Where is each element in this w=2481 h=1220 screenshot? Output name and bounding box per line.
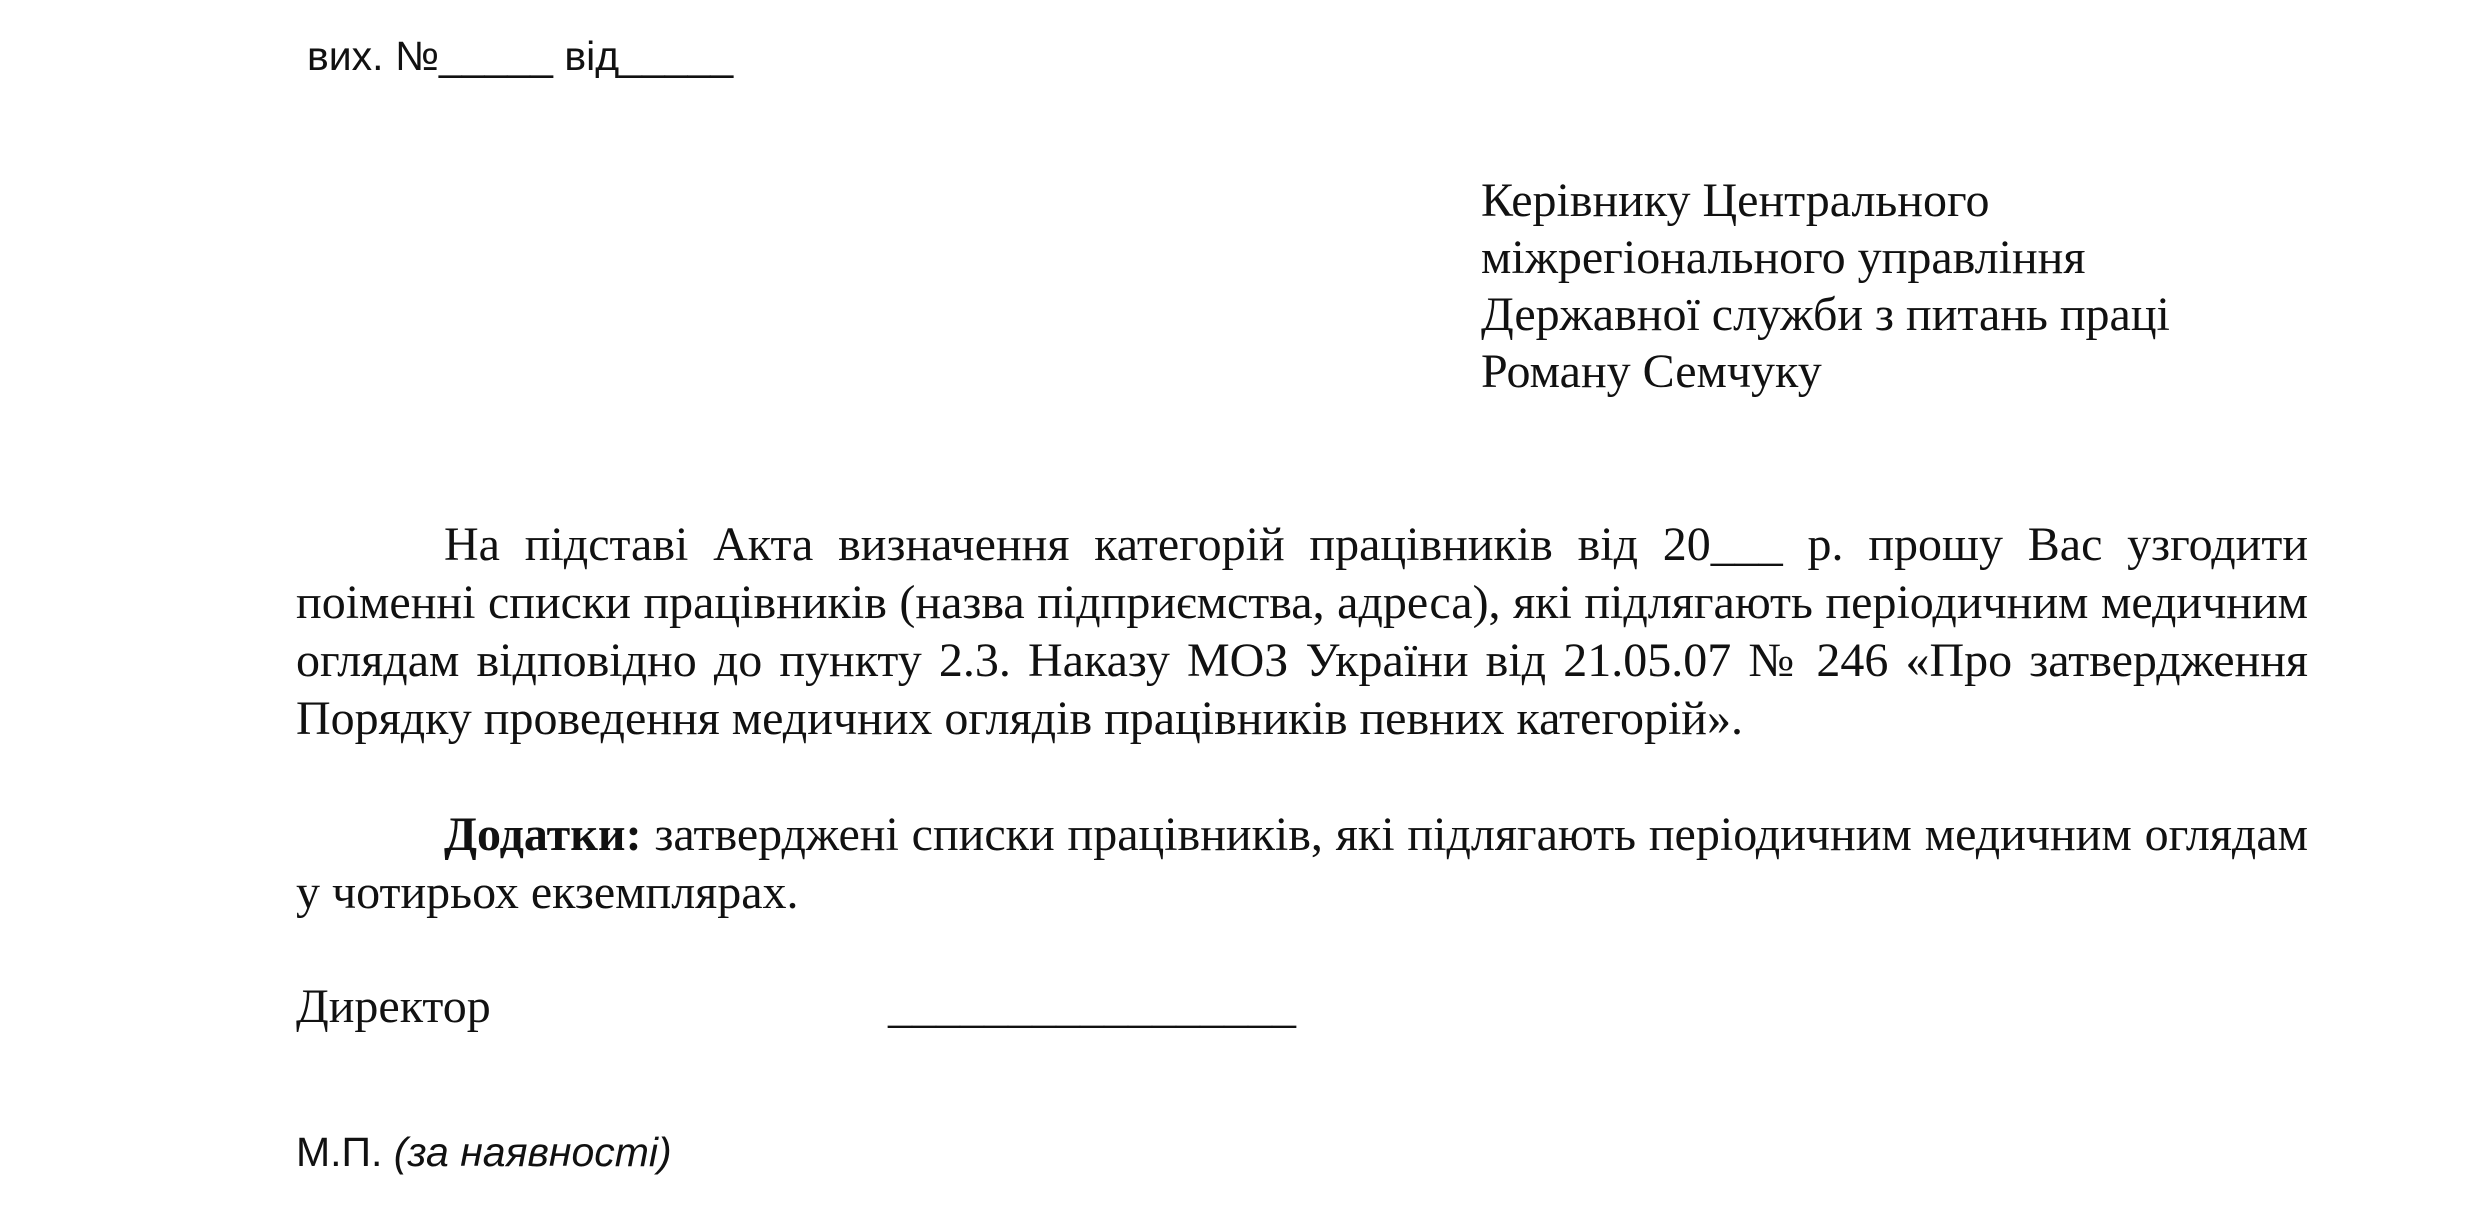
stamp-label: М.П. (296, 1129, 394, 1175)
outgoing-reference: вих. №_____ від_____ (307, 33, 734, 79)
stamp-placeholder (296, 1126, 672, 1178)
attachments-text: затверджені списки працівників, які підлягають періодичним медичним оглядам у чотирьох екземплярах. (296, 808, 2308, 919)
addressee-line: Керівнику Центрального (1481, 174, 1990, 227)
signatory-title: Директор (296, 980, 491, 1033)
stamp-note: (за наявності) (393, 1129, 672, 1175)
addressee-line: міжрегіонального управління (1481, 231, 2086, 284)
addressee-block (1481, 172, 2170, 400)
signature-line: _________________ (888, 980, 1296, 1033)
request-paragraph: На підставі Акта визначення категорій працівників від 20___ р. прошу Вас узгодити поіменні списки працівників (назва підприємства, адреса), які підлягають періодичним медичним оглядам відповідно до пункту 2.3. Наказу МОЗ України від 21.05.07 № 246 «Про затвердження Порядку проведення медичних оглядів працівників певних категорій». (296, 518, 2308, 745)
attachments-label: Додатки: (444, 808, 642, 861)
attachments-paragraph (296, 806, 2308, 922)
addressee-line: Роману Семчуку (1481, 345, 1822, 398)
addressee-line: Державної служби з питань праці (1481, 288, 2170, 341)
